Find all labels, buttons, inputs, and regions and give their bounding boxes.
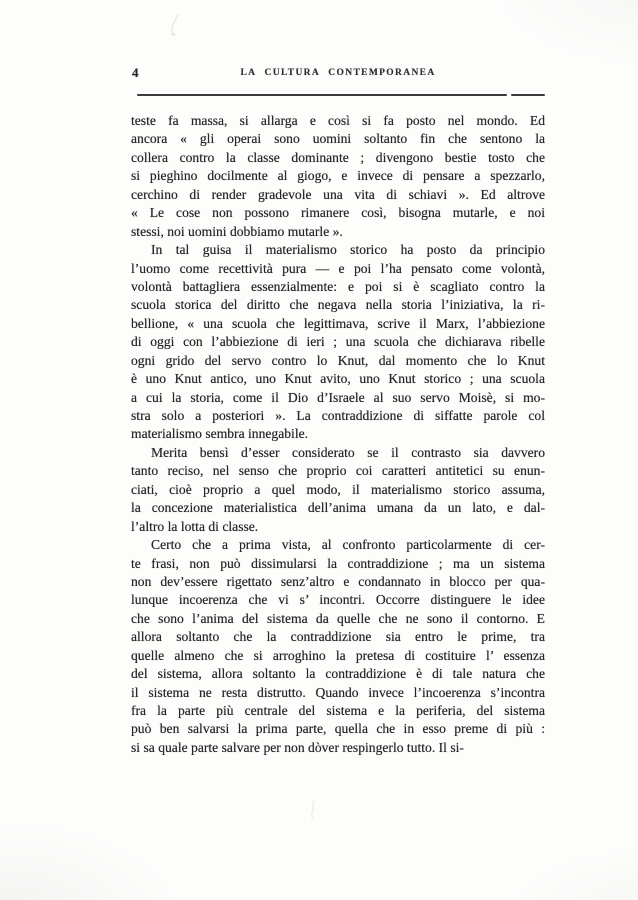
text-line: teste fa massa, si allarga e così si fa posto nel mondo. Ed: [131, 113, 545, 128]
text-line: di oggi con l’abbiezione di ieri ; una scuola che dichiarava ribelle: [131, 334, 545, 350]
text-line: l’altro la lotta di classe.: [131, 518, 259, 534]
text-line: ciati, cioè proprio a quel modo, il materialismo storico assuma,: [131, 481, 545, 497]
page-body: [131, 112, 545, 757]
text-line: si sa quale parte salvare per non dòver respingerlo tutto. Il si-: [131, 739, 464, 755]
text-line: te frasi, non può dissimularsi la contraddizione ; ma un sistema: [131, 555, 545, 571]
text-line: « Le cose non possono rimanere così, bisogna mutarle, e noi: [131, 205, 545, 221]
text-line: materialismo sembra innegabile.: [131, 426, 309, 442]
text-line: che sono l’anima del sistema da quelle che ne sono il contorno. E: [131, 610, 545, 626]
text-line: quelle almeno che si arroghino la pretesa di costituire l’ essenza: [131, 647, 545, 663]
text-line: non dev’essere rigettato senz’altro e condannato in blocco per qua-: [131, 573, 545, 589]
running-title: LA CULTURA CONTEMPORANEA: [240, 68, 436, 78]
text-line: fra la parte più centrale del sistema e la periferia, del sistema: [131, 703, 545, 718]
text-line: scuola storica del diritto che negava nella storia l’iniziativa, la ri-: [131, 297, 545, 313]
text-line: il sistema ne resta distrutto. Quando invece l’incoerenza s’incontra: [131, 684, 545, 700]
text-line: lunque incoerenza che vi s’ incontri. Occorre distinguere le idee: [131, 592, 545, 608]
text-line: si pieghino docilmente al giogo, e invece di pensare a spezzarlo,: [131, 168, 545, 184]
text-line: è uno Knut antico, uno Knut avito, uno Knut storico ; una scuola: [131, 371, 545, 387]
paragraph: [131, 112, 545, 241]
text-line: del sistema, allora soltanto la contraddizione è di tale natura che: [131, 666, 545, 682]
text-line: cerchino di render gradevole una vita di schiavi ». Ed altrove: [131, 186, 545, 202]
scan-smudge-top-icon: [162, 13, 188, 45]
text-line: stessi, noi uomini dobbiamo mutarle ».: [131, 223, 343, 239]
text-line: In tal guisa il materialismo storico ha posto da principio: [151, 242, 545, 258]
text-line: Merita bensì d’esser considerato se il contrasto sia davvero: [151, 444, 545, 460]
header-rule: [137, 94, 545, 96]
rule-segment-short: [511, 94, 545, 96]
text-line: stra solo a posteriori ». La contraddizione di siffatte parole col: [131, 408, 545, 423]
text-line: Certo che a prima vista, al confronto particolarmente di cer-: [151, 537, 545, 553]
text-line: a cui la storia, come il Dio d’Israele al suo servo Moisè, si mo-: [131, 389, 545, 405]
scan-smudge-bottom-icon: [306, 800, 320, 820]
text-line: collera contro la classe dominante ; divengono bestie tosto che: [131, 149, 545, 165]
text-line: ogni grido del servo contro lo Knut, dal momento che lo Knut: [131, 352, 545, 368]
text-line: bellione, « una scuola che legittimava, scrive il Marx, l’abbiezione: [131, 315, 545, 331]
text-line: tanto reciso, nel senso che proprio coi caratteri antitetici su enun-: [131, 463, 545, 479]
text-line: può ben salvarsi la prima parte, quella che in esso preme di più :: [131, 721, 545, 737]
text-line: ancora « gli operai sono uomini soltanto fin che sentono la: [131, 131, 545, 147]
paragraph: [131, 536, 545, 757]
rule-segment-long: [137, 94, 507, 96]
page-number: 4: [132, 65, 139, 80]
text-line: allora soltanto che la contraddizione sia entro le prime, tra: [131, 629, 545, 645]
text-line: l’uomo come recettività pura — e poi l’ha pensato come volontà,: [131, 260, 545, 276]
paragraph: [131, 241, 545, 444]
text-line: la concezione materialistica dell’anima umana da un lato, e dal-: [131, 500, 545, 516]
text-line: volontà battagliera essenzialmente: e poi si è scagliato contro la: [131, 278, 545, 294]
paragraph: [131, 444, 545, 536]
